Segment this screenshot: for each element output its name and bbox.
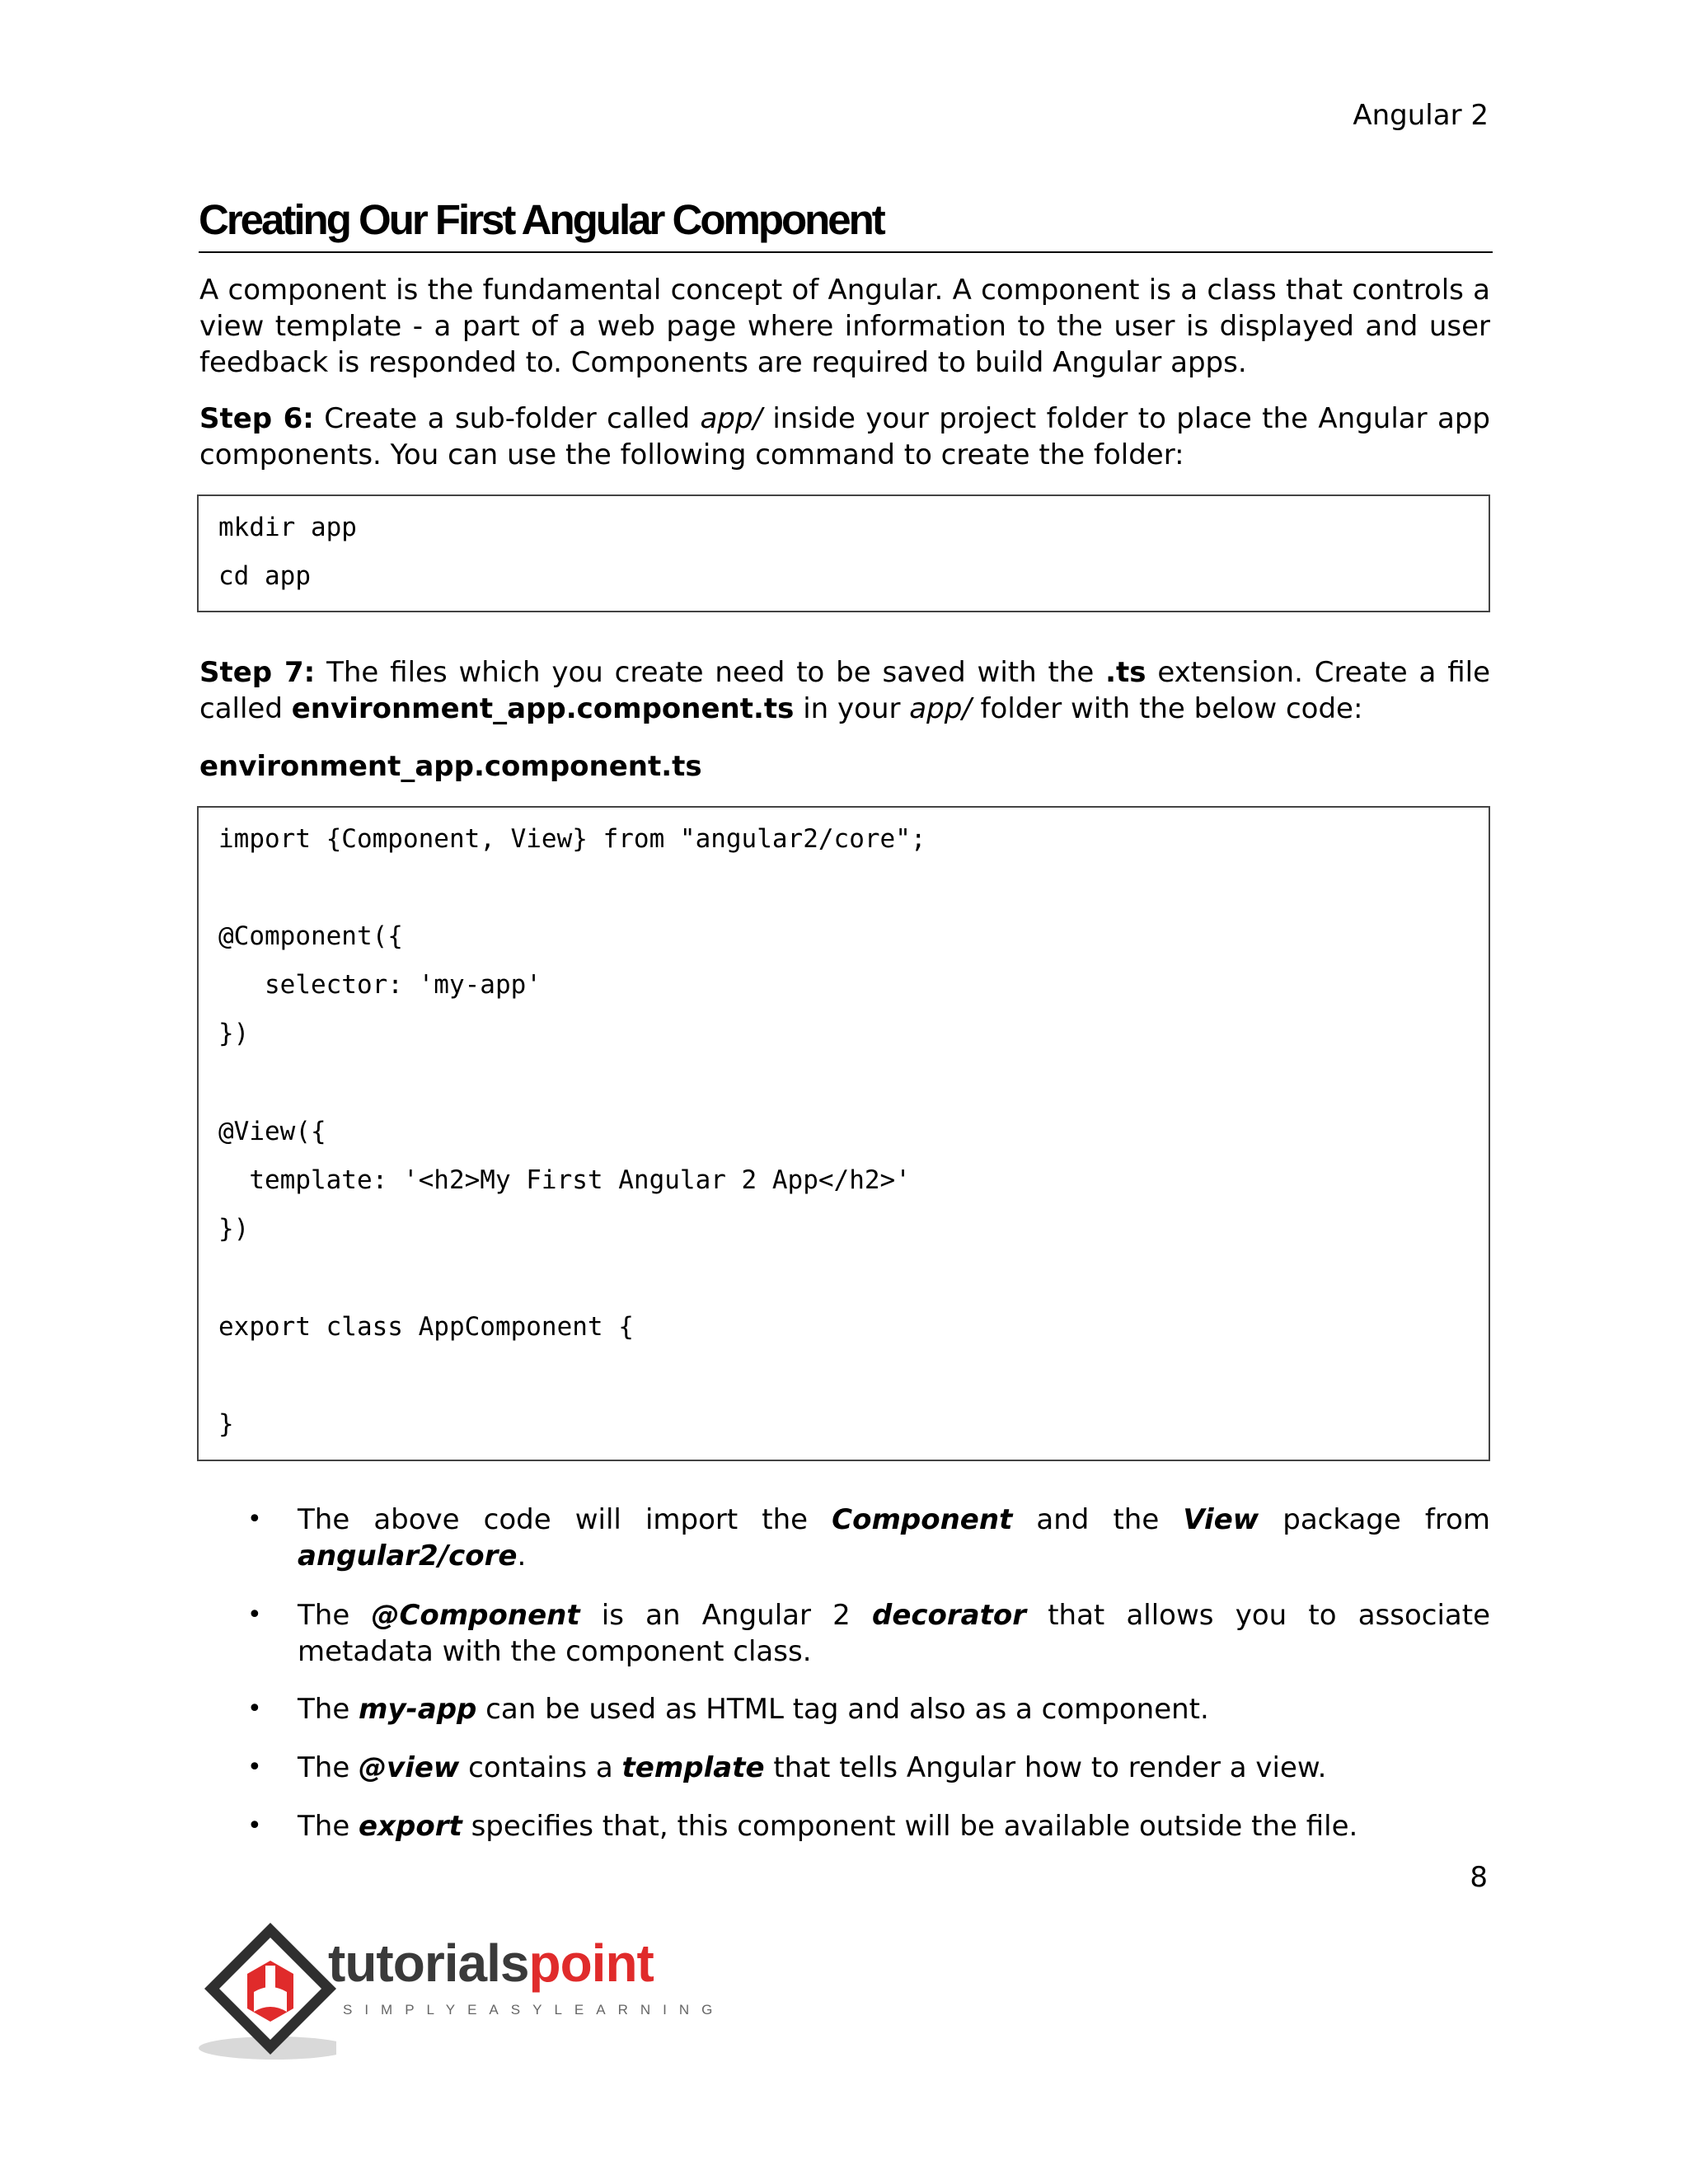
- code-block-component: [197, 806, 1490, 1461]
- bullet-icon: •: [247, 1811, 262, 1840]
- term: export: [359, 1810, 462, 1843]
- step6-text: Create a sub-folder called: [313, 402, 701, 435]
- code-line: @Component({: [218, 921, 403, 951]
- bullet-icon: •: [247, 1753, 262, 1782]
- list-item-text: [298, 1691, 1490, 1727]
- running-header: Angular 2: [1353, 99, 1489, 132]
- step7-text: in your: [794, 692, 910, 725]
- text: The above code will import the: [298, 1503, 832, 1536]
- text: that allows you to associate metadata with the component class.: [298, 1599, 1490, 1668]
- tutorialspoint-logo: [196, 1916, 725, 2064]
- term: @Component: [371, 1599, 580, 1632]
- code-line: import {Component, View} from "angular2/core";: [218, 824, 926, 854]
- text: contains a: [459, 1751, 622, 1784]
- logo-word-red: point: [528, 1933, 654, 1993]
- step7-ext: .ts: [1105, 656, 1146, 689]
- text: specifies that, this component will be available outside the file.: [462, 1810, 1358, 1843]
- term: Component: [832, 1503, 1013, 1536]
- step7-text: The files which you create need to be saved with the: [315, 656, 1106, 689]
- text: The: [298, 1693, 359, 1726]
- step7-folder: app/: [909, 692, 972, 725]
- term: angular2/core: [298, 1540, 518, 1572]
- step7-text: folder with the below code:: [971, 692, 1363, 725]
- code-line: }): [218, 1019, 250, 1048]
- text: The: [298, 1599, 372, 1632]
- text: that tells Angular how to render a view.: [764, 1751, 1327, 1784]
- text: and the: [1012, 1503, 1184, 1536]
- code-line: @View({: [218, 1117, 326, 1146]
- list-item-text: [298, 1750, 1490, 1786]
- step7-text: extension. Create a file called: [199, 656, 1490, 725]
- section-title: Creating Our First Angular Component: [199, 194, 1493, 253]
- bullet-icon: •: [247, 1694, 262, 1723]
- term: template: [621, 1751, 765, 1784]
- step6-label: Step 6:: [199, 402, 314, 435]
- logo-wordmark: [328, 1933, 654, 1994]
- step6-text-after: inside your project folder to place the Angular app components. You can use the following command to create the folder:: [199, 402, 1491, 471]
- list-item-text: [298, 1597, 1490, 1670]
- code-line: cd app: [218, 561, 311, 591]
- term: @view: [359, 1751, 460, 1784]
- text: The: [298, 1810, 359, 1843]
- code-line: selector: 'my-app': [218, 970, 542, 1000]
- code-line: }): [218, 1214, 250, 1244]
- list-item-text: [298, 1502, 1490, 1574]
- term: decorator: [872, 1599, 1026, 1632]
- bullet-icon: •: [247, 1601, 262, 1629]
- logo-diamond-icon: [196, 1916, 336, 2064]
- step6-folder: app/: [700, 402, 762, 435]
- code-line: }: [218, 1409, 234, 1439]
- term: View: [1183, 1503, 1259, 1536]
- code-line: export class AppComponent {: [218, 1312, 634, 1342]
- text: is an Angular 2: [579, 1599, 872, 1632]
- logo-word-dark: tutorials: [328, 1933, 529, 1993]
- term: my-app: [359, 1693, 477, 1726]
- code-caption: environment_app.component.ts: [199, 750, 702, 783]
- page-number: 8: [1470, 1861, 1488, 1894]
- code-block-mkdir: [197, 494, 1490, 612]
- step7-filename: environment_app.component.ts: [291, 692, 795, 725]
- logo-tagline: SIMPLYEASYLEARNING: [343, 2002, 725, 2018]
- code-line: template: '<h2>My First Angular 2 App</h2>': [218, 1165, 911, 1195]
- step7-label: Step 7:: [199, 656, 316, 689]
- text: The: [298, 1751, 359, 1784]
- text: package from: [1259, 1503, 1491, 1536]
- list-item-text: [298, 1808, 1490, 1844]
- bullet-icon: •: [247, 1505, 262, 1534]
- text: can be used as HTML tag and also as a component.: [476, 1693, 1209, 1726]
- step6-paragraph: [199, 401, 1490, 473]
- text: .: [517, 1540, 527, 1572]
- step7-paragraph: [199, 654, 1490, 727]
- code-line: mkdir app: [218, 513, 357, 542]
- intro-paragraph: A component is the fundamental concept of Angular. A component is a class that controls a view template - a part of a web page where information to the user is displayed and user feedback is responded to. Components are required to build Angular apps.: [199, 274, 1490, 379]
